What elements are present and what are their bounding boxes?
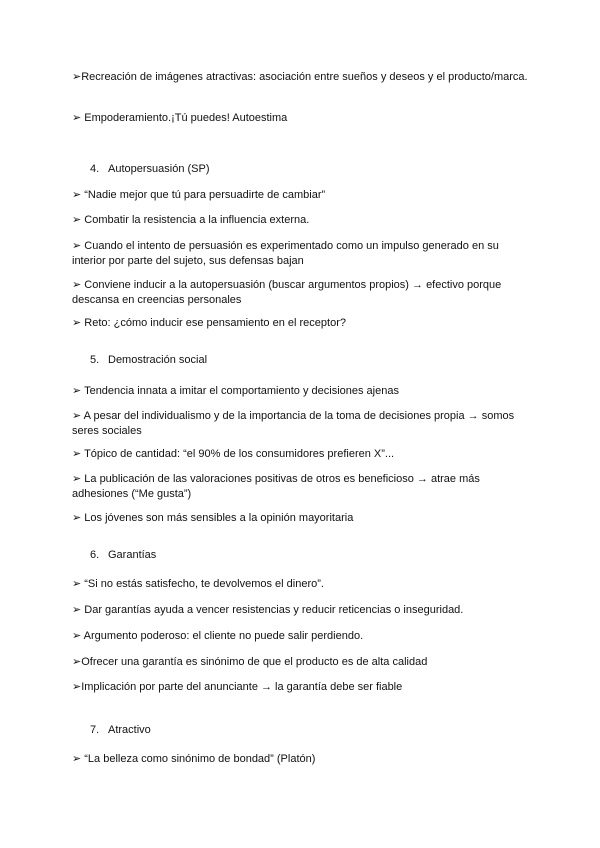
bullet-item: ➢ Combatir la resistencia a la influencia externa.	[72, 214, 310, 226]
bullet-item: ➢ Cuando el intento de persuasión es experimentado como un impulso generado en su interior por parte del sujeto, sus defensas bajan	[72, 240, 499, 267]
intro-bullet: ➢ Empoderamiento.¡Tú puedes! Autoestima	[72, 112, 288, 124]
intro-bullet: ➢Recreación de imágenes atractivas: asociación entre sueños y deseos y el producto/marca.	[72, 71, 528, 83]
bullet-item: ➢ Reto: ¿cómo inducir ese pensamiento en el receptor?	[72, 317, 346, 329]
section-title: Garantías	[108, 549, 157, 561]
section-title: Demostración social	[108, 354, 208, 366]
section-heading	[90, 548, 156, 563]
bullet-item: ➢ Tendencia innata a imitar el comportamiento y decisiones ajenas	[72, 385, 399, 397]
bullet-item: ➢Implicación por parte del anunciante → la garantía debe ser fiable	[72, 681, 403, 693]
section-heading	[90, 723, 151, 738]
section-heading	[90, 353, 207, 368]
bullet-item: ➢ Argumento poderoso: el cliente no puede salir perdiendo.	[72, 630, 364, 642]
bullet-item: ➢ Dar garantías ayuda a vencer resistencias y reducir reticencias o inseguridad.	[72, 604, 464, 616]
bullet-item: ➢ A pesar del individualismo y de la importancia de la toma de decisiones propia → somos seres sociales	[72, 410, 515, 437]
section-number: 4.	[90, 163, 100, 175]
bullet-item: ➢ “La belleza como sinónimo de bondad” (Platón)	[72, 753, 316, 765]
section-title: Autopersuasión (SP)	[108, 163, 210, 175]
section-number: 6.	[90, 549, 100, 561]
section-number: 7.	[90, 724, 100, 736]
bullet-item: ➢ Tópico de cantidad: “el 90% de los consumidores prefieren X”...	[72, 448, 395, 460]
bullet-item: ➢ “Si no estás satisfecho, te devolvemos el dinero”.	[72, 578, 324, 590]
bullet-item: ➢ Conviene inducir a la autopersuasión (buscar argumentos propios) → efectivo porque descansa en creencias personales	[72, 279, 502, 306]
bullet-item: ➢ Los jóvenes son más sensibles a la opinión mayoritaria	[72, 512, 354, 524]
section-title: Atractivo	[108, 724, 151, 736]
bullet-item: ➢ La publicación de las valoraciones positivas de otros es beneficioso → atrae más adhesiones (“Me gusta”)	[72, 473, 480, 500]
section-number: 5.	[90, 354, 100, 366]
bullet-item: ➢ “Nadie mejor que tú para persuadirte de cambiar”	[72, 189, 326, 201]
section-heading	[90, 162, 210, 177]
bullet-item: ➢Ofrecer una garantía es sinónimo de que el producto es de alta calidad	[72, 656, 428, 668]
